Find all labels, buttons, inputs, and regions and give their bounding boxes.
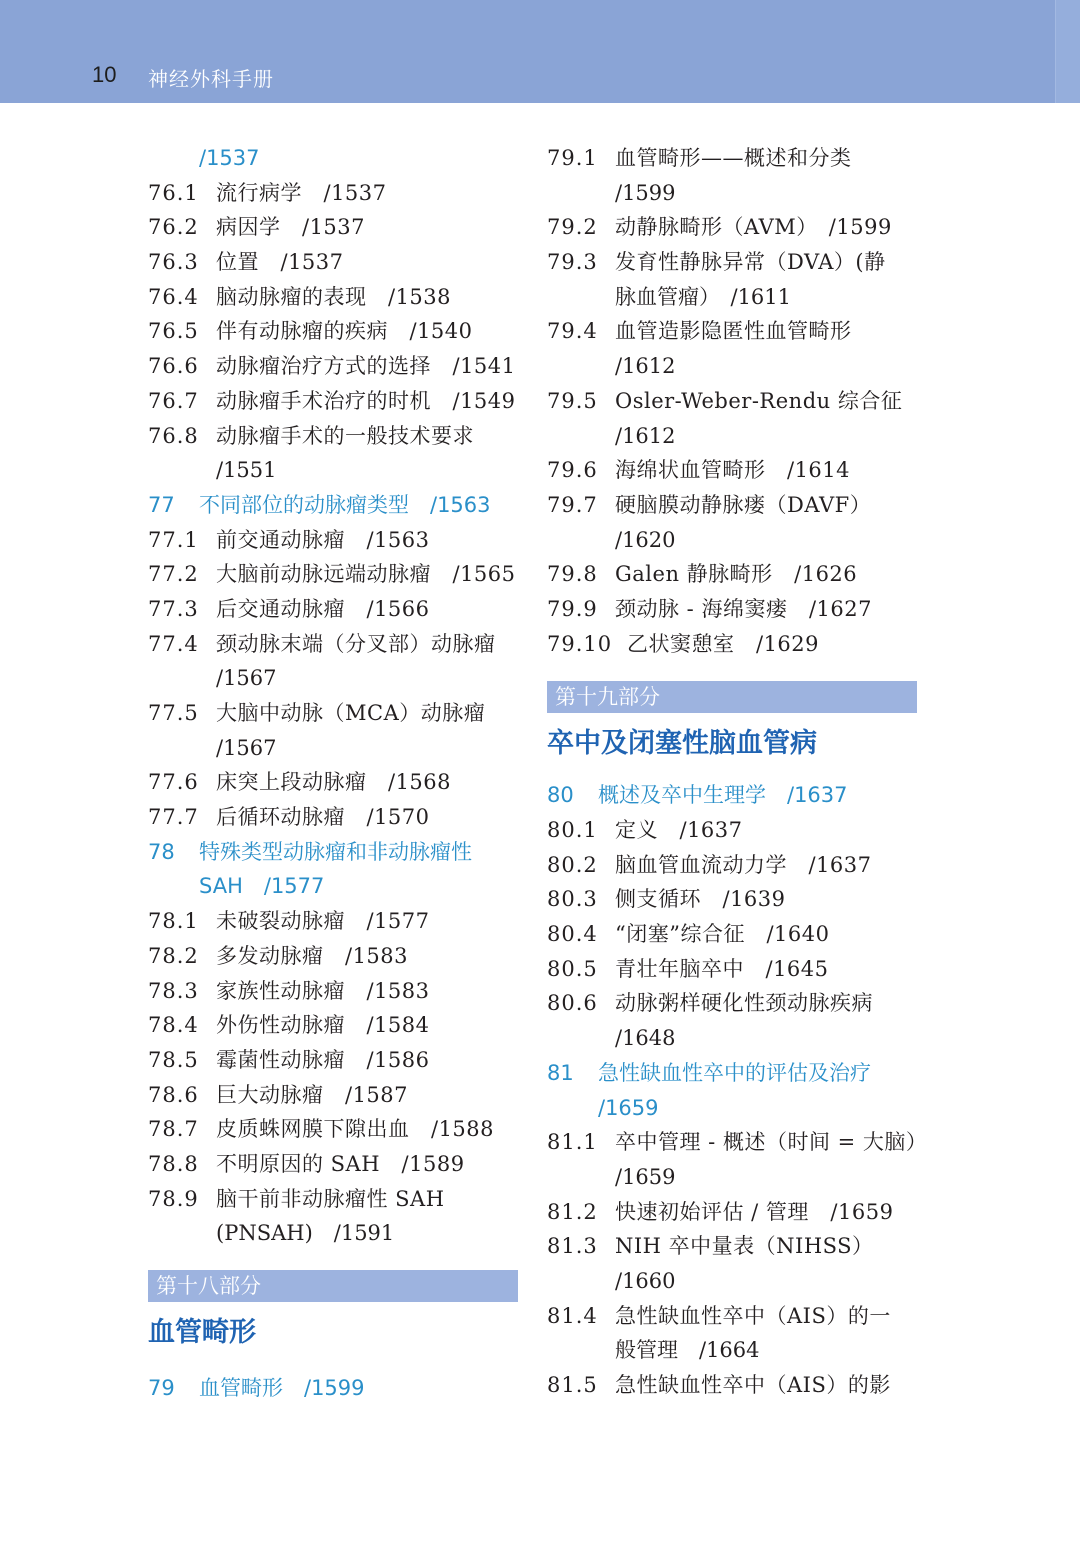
part-title[interactable]: 卒中及闭塞性脑血管病 [547,728,817,760]
toc-entry[interactable]: 79.6 海绵状血管畸形 /1614 [547,458,851,483]
toc-entry[interactable]: 79.1 血管畸形——概述和分类 [547,146,852,170]
toc-entry[interactable]: 78.1 未破裂动脉瘤 /1577 [148,909,430,934]
toc-entry[interactable]: 79.10 乙状窦憩室 /1629 [547,631,820,656]
toc-entry[interactable]: 79.4 血管造影隐匿性血管畸形 [547,319,852,344]
toc-entry[interactable]: 81.1 卒中管理 - 概述（时间 = 大脑） [547,1130,928,1155]
toc-entry[interactable]: 79.7 硬脑膜动静脉瘘（DAVF） [547,492,872,517]
toc-entry[interactable]: 77.7 后循环动脉瘤 /1570 [148,805,430,830]
toc-chapter-77[interactable]: 77 不同部位的动脉瘤类型 /1563 [148,492,491,517]
toc-entry-continuation: /1620 [615,527,676,552]
toc-entry[interactable]: 78.6 巨大动脉瘤 /1587 [148,1082,409,1107]
toc-entry[interactable]: 78.5 霉菌性动脉瘤 /1586 [148,1047,430,1072]
toc-entry[interactable]: 78.7 皮质蛛网膜下隙出血 /1588 [148,1117,495,1142]
toc-entry-continuation: 般管理 /1664 [615,1338,760,1363]
toc-entry-continuation: /1599 [615,180,676,205]
toc-entry[interactable]: 76.1 流行病学 /1537 [148,180,387,205]
toc-chapter-continuation: SAH /1577 [199,874,325,899]
toc-entry[interactable]: 80.3 侧支循环 /1639 [547,887,786,912]
toc-entry[interactable]: 81.3 NIH 卒中量表（NIHSS） [547,1234,874,1259]
toc-chapter-78[interactable]: 78 特殊类型动脉瘤和非动脉瘤性 [148,839,472,864]
toc-right-column [547,141,928,1403]
toc-entry[interactable]: 77.6 床突上段动脉瘤 /1568 [148,770,452,795]
part-title[interactable]: 血管畸形 [148,1317,256,1348]
toc-entry-continuation: /1567 [216,735,277,760]
part-label-bar: 第十八部分 [148,1270,518,1302]
toc-entry[interactable]: 77.2 大脑前动脉远端动脉瘤 /1565 [148,562,516,587]
toc-entry[interactable]: 78.2 多发动脉瘤 /1583 [148,943,409,968]
page-number: 10 [92,62,117,87]
toc-entry[interactable]: 78.3 家族性动脉瘤 /1583 [148,978,430,1003]
toc-entry[interactable]: 79.3 发育性静脉异常（DVA）(静 [547,250,886,275]
toc-entry[interactable]: 77.5 大脑中动脉（MCA）动脉瘤 [148,701,486,725]
toc-entry[interactable]: 77.4 颈动脉末端（分叉部）动脉瘤 [148,631,496,656]
toc-entry[interactable]: 79.9 颈动脉 - 海绵窦瘘 /1627 [547,596,872,621]
toc-entry[interactable]: 78.9 脑干前非动脉瘤性 SAH [148,1186,445,1211]
toc-chapter-continuation: /1659 [598,1095,659,1120]
part-label-bar: 第十九部分 [547,681,917,713]
toc-entry[interactable]: 78.4 外伤性动脉瘤 /1584 [148,1013,430,1038]
toc-entry[interactable]: 76.8 动脉瘤手术的一般技术要求 [148,423,474,448]
toc-entry-continuation: /1612 [615,423,676,448]
toc-entry[interactable]: 79.2 动静脉畸形（AVM） /1599 [547,215,892,240]
toc-chapter-81[interactable]: 81 急性缺血性卒中的评估及治疗 [547,1060,871,1085]
toc-entry[interactable]: 76.6 动脉瘤治疗方式的选择 /1541 [148,354,516,379]
toc-entry[interactable]: 76.7 动脉瘤手术治疗的时机 /1549 [148,388,516,413]
toc-entry[interactable]: 76.2 病因学 /1537 [148,215,366,240]
toc-entry[interactable]: 80.1 定义 /1637 [547,818,743,842]
page-header [0,0,1080,103]
toc-entry-continuation: /1612 [615,354,676,379]
toc-entry[interactable]: 77.1 前交通动脉瘤 /1563 [148,527,430,552]
toc-chapter-80[interactable]: 80 概述及卒中生理学 /1637 [547,783,848,808]
spacer [547,661,923,681]
toc-entry[interactable]: 81.2 快速初始评估 / 管理 /1659 [547,1199,894,1224]
toc-chapter-79[interactable]: 79 血管畸形 /1599 [148,1376,365,1400]
toc-entry[interactable]: 77.3 后交通动脉瘤 /1566 [148,596,430,621]
toc-entry[interactable]: 76.3 位置 /1537 [148,250,344,275]
toc-entry[interactable]: 80.2 脑血管血流动力学 /1637 [547,852,872,877]
toc-entry[interactable]: 80.4 “闭塞”综合征 /1640 [547,922,830,947]
book-title: 神经外科手册 [148,67,274,91]
toc-entry-continuation: /1551 [216,458,277,483]
spacer [148,1251,520,1270]
toc-entry[interactable]: 79.8 Galen 静脉畸形 /1626 [547,562,858,587]
toc-left-column [148,141,520,1406]
toc-entry[interactable]: 79.5 Osler-Weber-Rendu 综合征 [547,388,903,413]
toc-entry-continuation: /1648 [615,1026,676,1051]
toc-entry[interactable]: 78.8 不明原因的 SAH /1589 [148,1151,465,1176]
toc-entry-continuation: /1660 [615,1268,676,1293]
chapter-76-continuation: /1537 [199,146,260,170]
toc-entry-continuation: /1567 [216,666,277,691]
toc-entry[interactable]: 80.6 动脉粥样硬化性颈动脉疾病 [547,991,873,1016]
header-edge-strip [1055,0,1080,103]
toc-entry[interactable]: 76.5 伴有动脉瘤的疾病 /1540 [148,319,473,344]
toc-entry[interactable]: 81.4 急性缺血性卒中（AIS）的一 [547,1303,891,1328]
toc-entry[interactable]: 81.5 急性缺血性卒中（AIS）的影 [547,1373,891,1397]
toc-entry[interactable]: 76.4 脑动脉瘤的表现 /1538 [148,284,452,309]
toc-entry-continuation: 脉血管瘤） /1611 [615,284,792,309]
toc-entry[interactable]: 80.5 青壮年脑卒中 /1645 [547,956,829,981]
toc-entry-continuation: /1659 [615,1164,676,1189]
toc-entry-continuation: (PNSAH) /1591 [216,1221,395,1246]
